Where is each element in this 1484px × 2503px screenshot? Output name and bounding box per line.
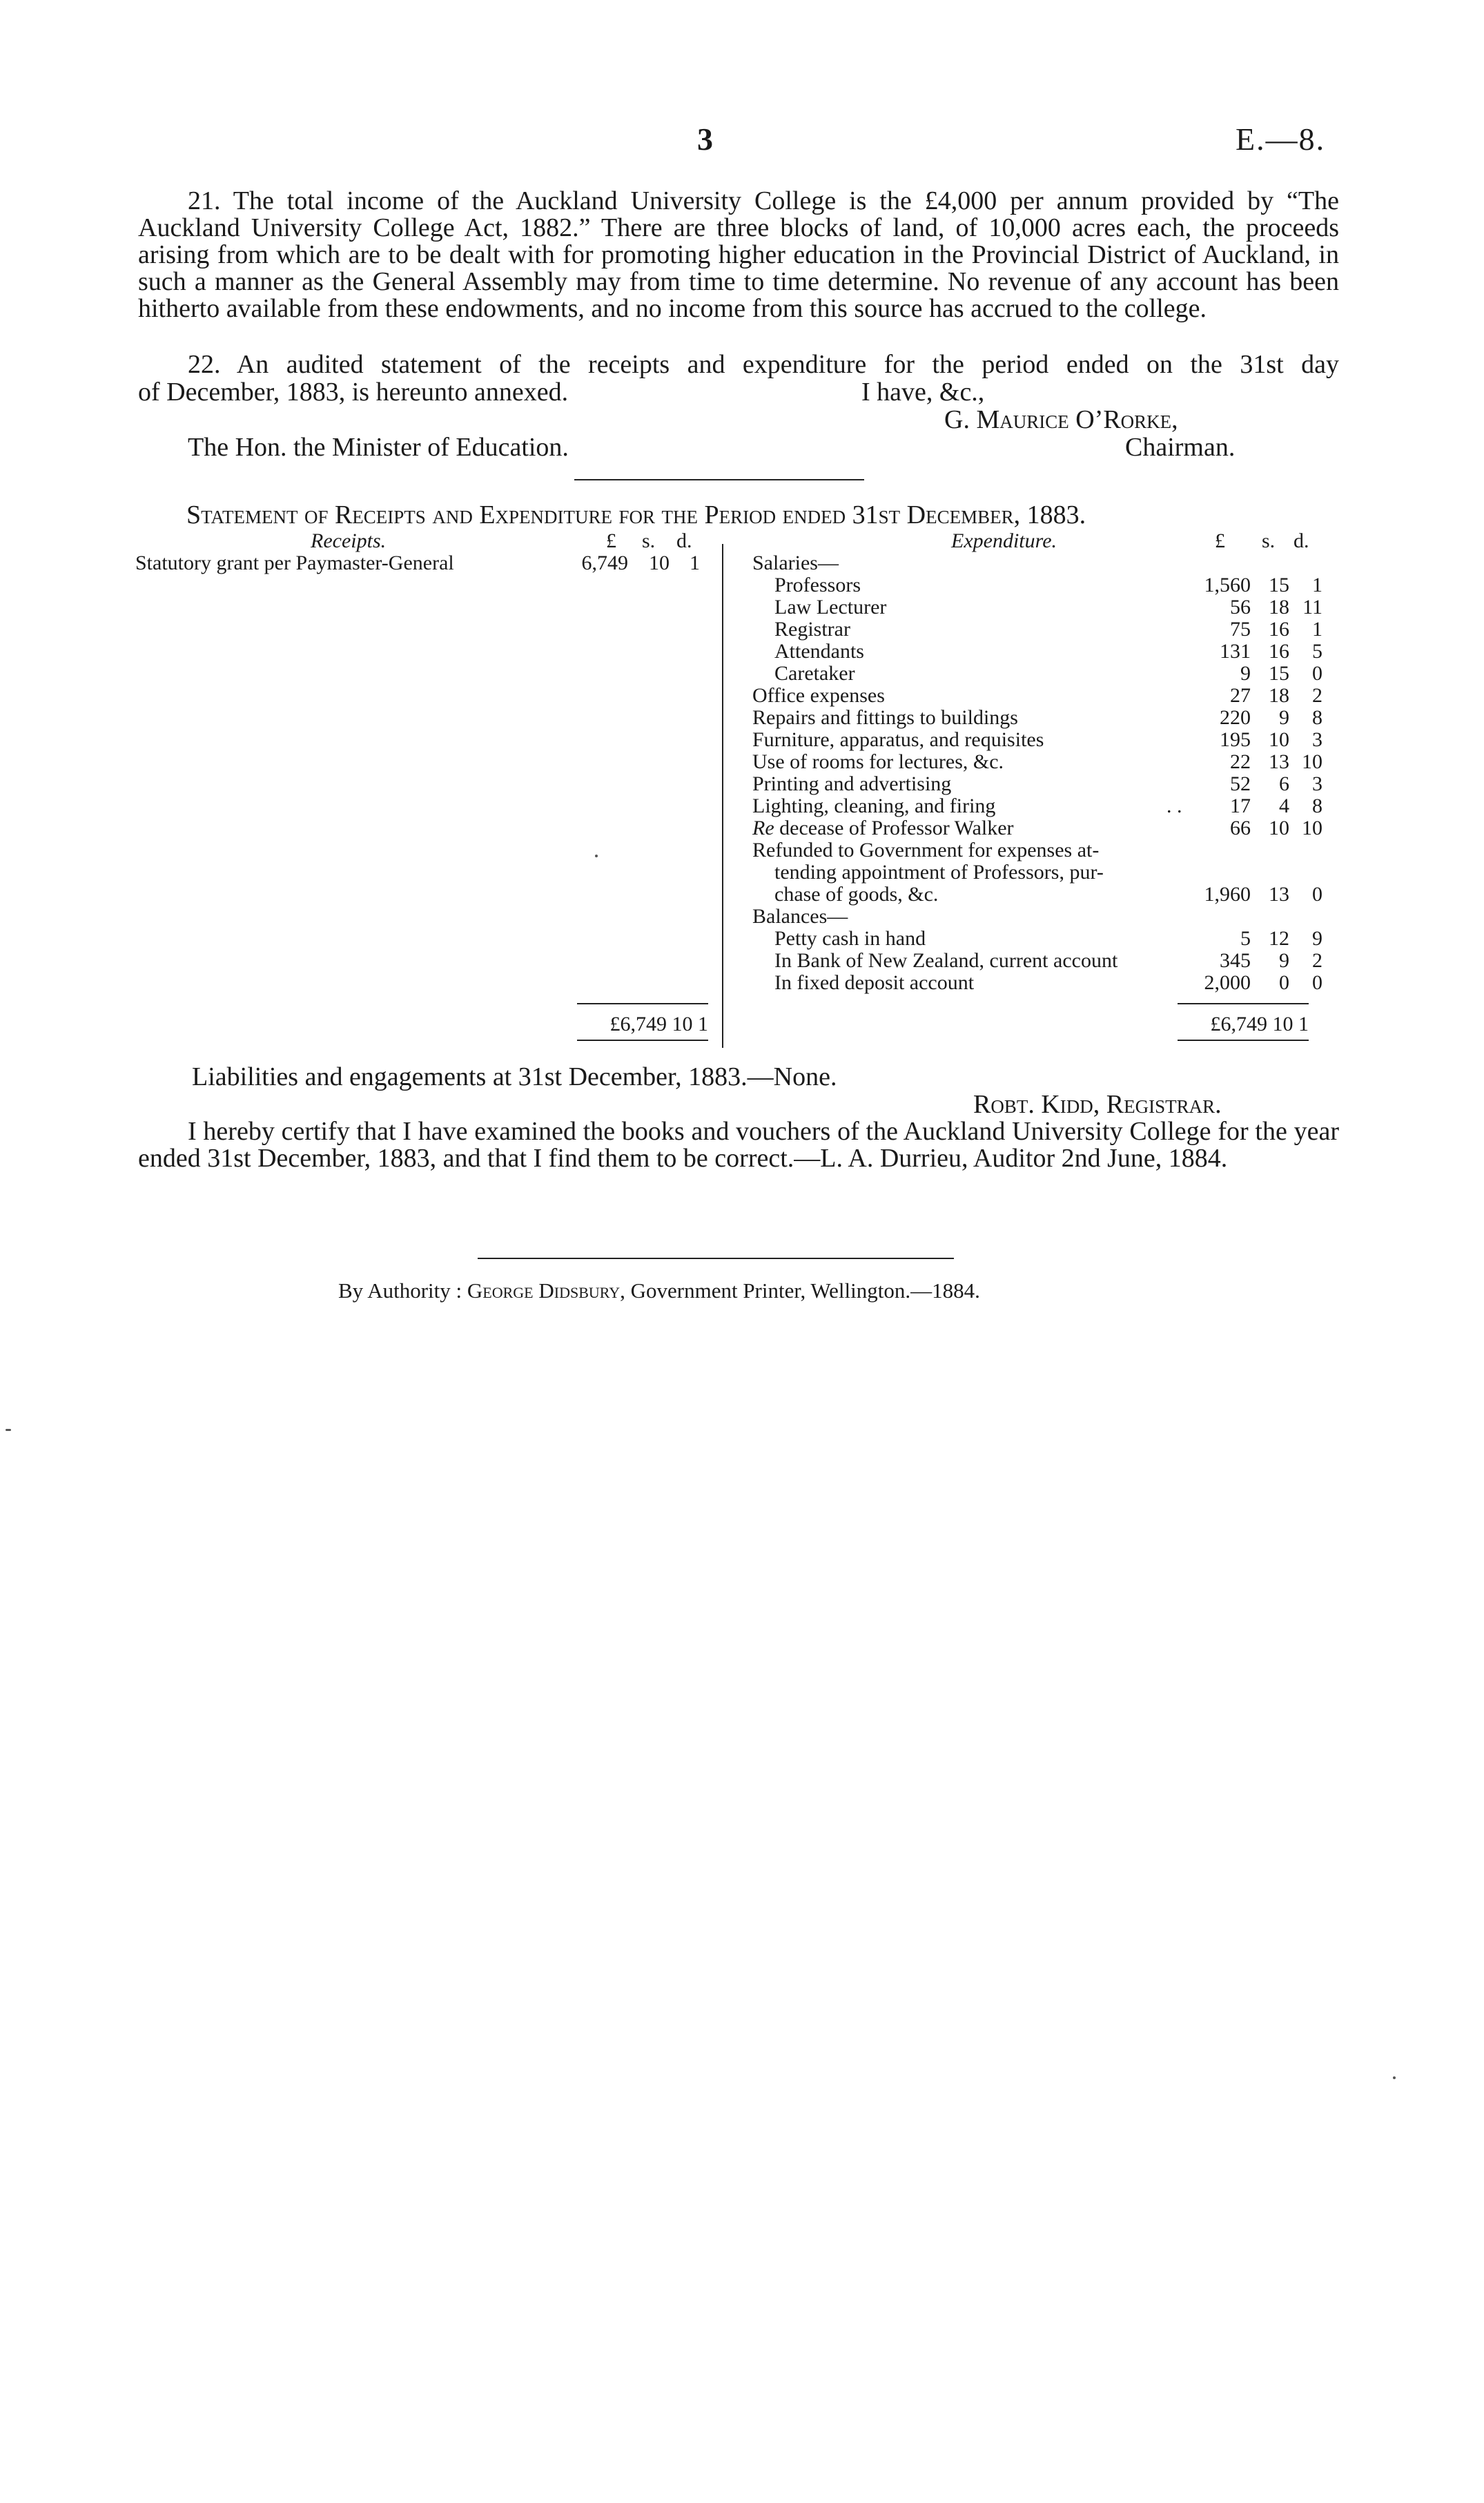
expenditure-pence: 0: [1312, 662, 1322, 685]
expenditure-pounds: 2,000: [1204, 971, 1251, 994]
expenditure-shillings: 4: [1279, 795, 1289, 817]
expenditure-shillings: 12: [1269, 927, 1289, 950]
expenditure-row: [0, 619, 1484, 641]
expenditure-total-row: [1178, 1013, 1309, 1035]
closing-phrase: I have, &c.,: [861, 378, 985, 407]
addressee-row: [138, 432, 1339, 460]
expenditure-pence: 10: [1302, 750, 1322, 773]
expenditure-pounds: 1,560: [1204, 574, 1251, 596]
expenditure-row: [0, 663, 1484, 685]
receipts-col-pence: d.: [676, 529, 692, 552]
expenditure-row: [0, 574, 1484, 596]
expenditure-label: Repairs and fittings to buildings: [752, 706, 1018, 729]
footer-rest: , Government Printer, Wellington.—1884.: [620, 1278, 980, 1303]
footer-prefix: By Authority :: [338, 1278, 462, 1303]
expenditure-row: [0, 817, 1484, 839]
receipt-pounds: 6,749: [581, 552, 628, 574]
expenditure-row: [0, 773, 1484, 795]
receipt-pence: 1: [690, 552, 700, 574]
statement-table: [0, 530, 1484, 1069]
expenditure-row: [0, 685, 1484, 707]
expenditure-pence: 8: [1312, 706, 1322, 729]
paragraph-22-line2: of December, 1883, is hereunto annexed.: [138, 378, 569, 407]
expenditure-shillings: 18: [1269, 596, 1289, 619]
expenditure-label: Registrar: [774, 618, 850, 641]
expenditure-pounds: 27: [1230, 684, 1251, 707]
paragraph-22-line2-row: [138, 377, 1339, 405]
expenditure-pounds: 220: [1220, 706, 1251, 729]
document-code: E.—8.: [1236, 121, 1326, 157]
expenditure-row: [0, 950, 1484, 972]
liabilities-row: [138, 1062, 1339, 1089]
receipts-col-pounds: £: [606, 529, 616, 552]
expenditure-label: Office expenses: [752, 684, 885, 707]
margin-mark: [6, 1429, 11, 1431]
footer-divider: [478, 1258, 954, 1259]
expenditure-pence: 0: [1312, 971, 1322, 994]
expenditure-pounds: 52: [1230, 772, 1251, 795]
expenditure-label: Refunded to Government for expenses at-: [752, 839, 1100, 861]
expenditure-row: [0, 729, 1484, 751]
expenditure-label: Printing and advertising: [752, 772, 952, 795]
expenditure-label: tending appointment of Professors, pur-: [774, 861, 1104, 884]
receipt-label: Statutory grant per Paymaster-General: [135, 552, 454, 574]
expenditure-label: chase of goods, &c.: [774, 883, 939, 906]
expenditure-shillings: 0: [1279, 971, 1289, 994]
expenditure-pence: 8: [1312, 795, 1322, 817]
certification-paragraph: [138, 1118, 1339, 1172]
expenditure-pounds: 9: [1240, 662, 1251, 685]
expenditure-label: Caretaker: [774, 662, 855, 685]
expenditure-list: [0, 552, 1484, 994]
dot-leader: . .: [1166, 795, 1182, 817]
expenditure-shillings: 18: [1269, 684, 1289, 707]
expenditure-pounds: 66: [1230, 817, 1251, 839]
receipt-shillings: 10: [649, 552, 670, 574]
expenditure-label: Petty cash in hand: [774, 927, 926, 950]
expenditure-row: [0, 928, 1484, 950]
expenditure-row: [0, 972, 1484, 994]
expenditure-row: [0, 641, 1484, 663]
expenditure-shillings: 9: [1279, 706, 1289, 729]
receipts-col-shillings: s.: [642, 529, 656, 552]
expenditure-row: [0, 751, 1484, 773]
expenditure-pence: 0: [1312, 883, 1322, 906]
paragraph-21-text: 21. The total income of the Auckland University College is the £4,000 per annum provided by “The Auckland University College Act, 1882.” There are three blocks of land, of 10,000 acres each, the proceeds arising from which are to be dealt with for promoting higher education in the Provincial District of Auckland, in such a manner as the General Assembly may from time to time determine. No revenue of any account has been hitherto available from these endowments, and no income from this source has accrued to the college.: [138, 186, 1339, 323]
expenditure-label: In fixed deposit account: [774, 971, 975, 994]
expenditure-pounds: 345: [1220, 949, 1251, 972]
expenditure-shillings: 10: [1269, 728, 1289, 751]
expenditure-pounds: 22: [1230, 750, 1251, 773]
expenditure-label-prefix: Re: [752, 817, 774, 839]
expenditure-pounds: 5: [1240, 927, 1251, 950]
printer-footer: [338, 1278, 980, 1303]
expenditure-label: Balances—: [752, 905, 848, 928]
expenditure-total-rule: [1178, 1003, 1309, 1004]
expenditure-label: Law Lecturer: [774, 596, 887, 619]
expenditure-label: [752, 817, 1014, 839]
expenditure-pounds: 1,960: [1204, 883, 1251, 906]
expenditure-label: Lighting, cleaning, and firing: [752, 795, 996, 817]
expenditure-row: [0, 707, 1484, 729]
addressee: The Hon. the Minister of Education.: [188, 433, 569, 462]
certification-text: I hereby certify that I have examined the books and vouchers of the Auckland University College for the year ended 31st December, 1883, and that I find them to be correct.—L. A. Durrieu, Auditor 2nd June, 1884.: [138, 1117, 1339, 1173]
receipts-total-row: [577, 1013, 708, 1035]
expenditure-col-pence: d.: [1293, 529, 1309, 552]
expenditure-pence: 2: [1312, 949, 1322, 972]
expenditure-pence: 1: [1312, 574, 1322, 596]
expenditure-total: £6,749 10 1: [1210, 1013, 1309, 1035]
expenditure-label: Attendants: [774, 640, 864, 663]
paragraph-22-line1-row: [138, 349, 1339, 377]
expenditure-pence: 2: [1312, 684, 1322, 707]
expenditure-pence: 10: [1302, 817, 1322, 839]
expenditure-pence: 3: [1312, 772, 1322, 795]
expenditure-shillings: 16: [1269, 640, 1289, 663]
expenditure-row: [0, 906, 1484, 928]
liabilities-text: Liabilities and engagements at 31st December, 1883.—None.: [192, 1062, 837, 1091]
expenditure-row: [0, 795, 1484, 817]
expenditure-row: [0, 839, 1484, 861]
expenditure-pence: 11: [1302, 596, 1322, 619]
expenditure-row: [0, 861, 1484, 884]
expenditure-shillings: 9: [1279, 949, 1289, 972]
expenditure-shillings: 10: [1269, 817, 1289, 839]
expenditure-pence: 9: [1312, 927, 1322, 950]
expenditure-pounds: 56: [1230, 596, 1251, 619]
receipts-total: £6,749 10 1: [609, 1013, 708, 1035]
expenditure-shillings: 15: [1269, 574, 1289, 596]
statement-title: Statement of Receipts and Expenditure for the Period ended 31st December, 1883.: [186, 500, 1086, 529]
expenditure-shillings: 13: [1269, 883, 1289, 906]
registrar-row: [138, 1089, 1339, 1117]
expenditure-label: In Bank of New Zealand, current account: [774, 949, 1118, 972]
table-heading-row: [0, 530, 1484, 552]
expenditure-row: [0, 552, 1484, 574]
receipts-total-underline: [577, 1040, 708, 1041]
footer-printer: George Didsbury: [467, 1278, 621, 1303]
expenditure-shillings: 15: [1269, 662, 1289, 685]
expenditure-pence: 1: [1312, 618, 1322, 641]
expenditure-row: [0, 884, 1484, 906]
expenditure-label: Professors: [774, 574, 861, 596]
expenditure-shillings: 16: [1269, 618, 1289, 641]
signatory-name: G. Maurice O’Rorke,: [944, 405, 1178, 434]
receipts-total-rule: [577, 1003, 708, 1004]
expenditure-shillings: 6: [1279, 772, 1289, 795]
margin-speck: [1393, 2076, 1396, 2079]
page-number: 3: [697, 121, 713, 157]
expenditure-heading: Expenditure.: [951, 529, 1057, 552]
expenditure-pounds: 195: [1220, 728, 1251, 751]
expenditure-shillings: 13: [1269, 750, 1289, 773]
expenditure-label: Furniture, apparatus, and requisites: [752, 728, 1044, 751]
paragraph-21: [138, 188, 1339, 322]
expenditure-pence: 5: [1312, 640, 1322, 663]
paragraph-22-line1: 22. An audited statement of the receipts and expenditure for the period ended on the 31st day: [188, 350, 1339, 379]
expenditure-label-rest: decease of Professor Walker: [774, 817, 1014, 839]
expenditure-label: Salaries—: [752, 552, 839, 574]
expenditure-pounds: 17: [1230, 795, 1251, 817]
expenditure-total-underline: [1178, 1040, 1309, 1041]
expenditure-label: Use of rooms for lectures, &c.: [752, 750, 1004, 773]
expenditure-pounds: 75: [1230, 618, 1251, 641]
signatory-title: Chairman.: [1125, 433, 1236, 462]
expenditure-row: [0, 596, 1484, 619]
section-divider: [574, 479, 864, 480]
expenditure-pounds: 131: [1220, 640, 1251, 663]
receipts-heading: Receipts.: [311, 529, 387, 552]
signatory-row: [138, 405, 1339, 432]
expenditure-col-shillings: s.: [1262, 529, 1276, 552]
registrar-signature: Robt. Kidd, Registrar.: [973, 1090, 1222, 1119]
expenditure-pence: 3: [1312, 728, 1322, 751]
expenditure-col-pounds: £: [1215, 529, 1225, 552]
